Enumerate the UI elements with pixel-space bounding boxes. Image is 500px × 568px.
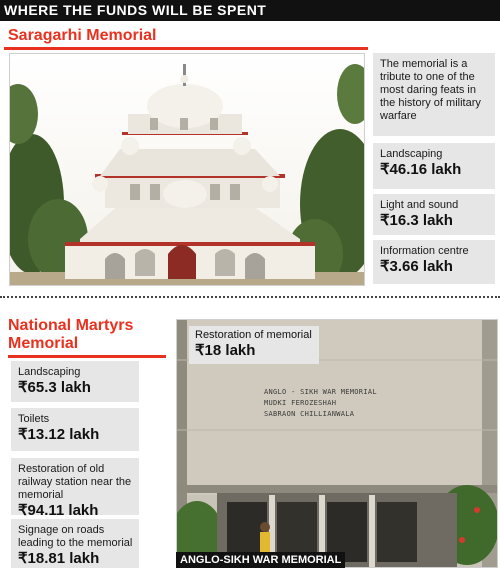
fund-card [11, 361, 139, 402]
fund-amount: ₹46.16 lakh [380, 161, 462, 178]
section-divider [0, 296, 500, 298]
fund-card [373, 143, 495, 189]
saragarhi-description: The memorial is a tribute to one of the most daring feats in the history of military warfare [380, 58, 481, 122]
fund-amount: ₹3.66 lakh [380, 258, 453, 275]
fund-card [373, 194, 495, 235]
fund-card [373, 240, 495, 284]
wall-inscription-line: MUDKI FEROZESHAH [264, 399, 337, 407]
fund-label: Landscaping [18, 366, 81, 378]
restoration-card [189, 326, 319, 364]
fund-amount: ₹16.3 lakh [380, 212, 453, 229]
fund-card [11, 408, 139, 451]
fund-amount: ₹18.81 lakh [18, 550, 100, 567]
fund-amount: ₹13.12 lakh [18, 426, 100, 443]
wall-inscription [264, 387, 377, 420]
fund-amount: ₹65.3 lakh [18, 379, 91, 396]
saragarhi-memorial-photo [9, 53, 365, 286]
wall-inscription-line: ANGLO - SIKH WAR MEMORIAL [264, 388, 377, 396]
photo-caption: ANGLO-SIKH WAR MEMORIAL [176, 552, 345, 568]
section-title-national-martyrs: National Martyrs Memorial [8, 317, 134, 352]
section-rule [4, 47, 368, 50]
fund-label: Restoration of memorial [195, 329, 312, 341]
page-header: WHERE THE FUNDS WILL BE SPENT [0, 0, 500, 21]
saragarhi-description-card [373, 53, 495, 136]
fund-card [11, 458, 139, 519]
section-title-saragarhi: Saragarhi Memorial [8, 27, 157, 44]
fund-label: Toilets [18, 413, 50, 425]
section-rule [8, 355, 166, 358]
wall-inscription-line: SABRAON CHILLIANWALA [264, 410, 355, 418]
fund-label: Information centre [380, 245, 469, 257]
fund-label: Landscaping [380, 148, 443, 160]
fund-label: Signage on roads leading to the memorial [18, 524, 133, 549]
fund-amount: ₹94.11 lakh [18, 502, 99, 519]
fund-label: Restoration of old railway station near the memorial [18, 463, 132, 501]
fund-card [11, 519, 139, 568]
fund-label: Light and sound [380, 199, 459, 211]
fund-amount: ₹18 lakh [195, 342, 256, 359]
